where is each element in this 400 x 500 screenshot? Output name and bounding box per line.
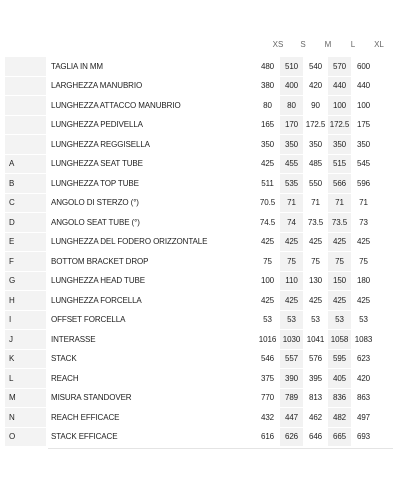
value-cell: 515 [328, 155, 351, 174]
size-header-s: S [300, 40, 306, 49]
value-cell: 557 [280, 350, 303, 369]
table-row [5, 291, 375, 310]
value-cell: 425 [304, 291, 327, 310]
value-cell: 425 [352, 291, 375, 310]
value-cell: 566 [328, 174, 351, 193]
value-cell: 150 [328, 272, 351, 291]
value-cell: 80 [256, 96, 279, 115]
row-letter [5, 116, 46, 135]
value-cell: 53 [280, 311, 303, 330]
value-cell: 570 [328, 57, 351, 76]
value-cell: 1041 [304, 330, 327, 349]
value-cell: 420 [352, 369, 375, 388]
value-cell: 623 [352, 350, 375, 369]
value-cell: 462 [304, 408, 327, 427]
row-letter: H [5, 291, 46, 310]
value-cell: 350 [304, 135, 327, 154]
value-cell: 425 [328, 291, 351, 310]
row-letter: D [5, 213, 46, 232]
value-cell: 425 [352, 233, 375, 252]
value-cell: 425 [328, 233, 351, 252]
table-row [5, 233, 375, 252]
geometry-table-body [5, 57, 375, 446]
table-row [5, 213, 375, 232]
row-label: TAGLIA IN MM [47, 57, 255, 76]
value-cell: 172.5 [304, 116, 327, 135]
row-label: MISURA STANDOVER [47, 389, 255, 408]
value-cell: 480 [256, 57, 279, 76]
row-letter: K [5, 350, 46, 369]
row-label: INTERASSE [47, 330, 255, 349]
geometry-table [4, 56, 376, 447]
row-label: STACK [47, 350, 255, 369]
value-cell: 75 [256, 252, 279, 271]
table-row [5, 77, 375, 96]
size-header-row-cropped [0, 40, 400, 51]
value-cell: 447 [280, 408, 303, 427]
table-row [5, 408, 375, 427]
row-letter: N [5, 408, 46, 427]
size-header-xl: XL [374, 40, 384, 49]
value-cell: 380 [256, 77, 279, 96]
value-cell: 425 [280, 233, 303, 252]
row-letter: L [5, 369, 46, 388]
value-cell: 789 [280, 389, 303, 408]
value-cell: 600 [352, 57, 375, 76]
value-cell: 75 [328, 252, 351, 271]
size-header-l: L [350, 40, 356, 49]
row-letter: C [5, 194, 46, 213]
value-cell: 71 [304, 194, 327, 213]
table-row [5, 57, 375, 76]
row-letter: O [5, 428, 46, 447]
table-row [5, 116, 375, 135]
value-cell: 485 [304, 155, 327, 174]
value-cell: 71 [280, 194, 303, 213]
row-label: LARGHEZZA MANUBRIO [47, 77, 255, 96]
value-cell: 626 [280, 428, 303, 447]
value-cell: 497 [352, 408, 375, 427]
value-cell: 53 [352, 311, 375, 330]
value-cell: 350 [352, 135, 375, 154]
size-header-xs: XS [272, 40, 284, 49]
value-cell: 425 [256, 291, 279, 310]
value-cell: 400 [280, 77, 303, 96]
value-cell: 665 [328, 428, 351, 447]
value-cell: 73.5 [328, 213, 351, 232]
value-cell: 71 [328, 194, 351, 213]
row-label: LUNGHEZZA FORCELLA [47, 291, 255, 310]
row-letter: M [5, 389, 46, 408]
value-cell: 646 [304, 428, 327, 447]
value-cell: 440 [328, 77, 351, 96]
table-row [5, 369, 375, 388]
table-row [5, 428, 375, 447]
value-cell: 405 [328, 369, 351, 388]
table-bottom-divider [48, 448, 393, 449]
value-cell: 425 [304, 233, 327, 252]
row-label: LUNGHEZZA SEAT TUBE [47, 155, 255, 174]
value-cell: 165 [256, 116, 279, 135]
value-cell: 596 [352, 174, 375, 193]
value-cell: 71 [352, 194, 375, 213]
row-letter: E [5, 233, 46, 252]
row-letter: A [5, 155, 46, 174]
value-cell: 420 [304, 77, 327, 96]
value-cell: 53 [328, 311, 351, 330]
row-label: ANGOLO DI STERZO (°) [47, 194, 255, 213]
value-cell: 1030 [280, 330, 303, 349]
value-cell: 75 [280, 252, 303, 271]
row-letter [5, 57, 46, 76]
value-cell: 425 [256, 233, 279, 252]
value-cell: 546 [256, 350, 279, 369]
row-label: LUNGHEZZA DEL FODERO ORIZZONTALE [47, 233, 255, 252]
value-cell: 75 [352, 252, 375, 271]
size-header-m: M [324, 40, 332, 49]
row-label: OFFSET FORCELLA [47, 311, 255, 330]
value-cell: 390 [280, 369, 303, 388]
value-cell: 73 [352, 213, 375, 232]
table-row [5, 272, 375, 291]
value-cell: 53 [304, 311, 327, 330]
row-label: BOTTOM BRACKET DROP [47, 252, 255, 271]
table-row [5, 194, 375, 213]
value-cell: 110 [280, 272, 303, 291]
value-cell: 770 [256, 389, 279, 408]
value-cell: 440 [352, 77, 375, 96]
row-label: ANGOLO SEAT TUBE (°) [47, 213, 255, 232]
value-cell: 53 [256, 311, 279, 330]
value-cell: 80 [280, 96, 303, 115]
row-label: LUNGHEZZA PEDIVELLA [47, 116, 255, 135]
row-label: LUNGHEZZA REGGISELLA [47, 135, 255, 154]
row-label: LUNGHEZZA ATTACCO MANUBRIO [47, 96, 255, 115]
table-row [5, 252, 375, 271]
value-cell: 170 [280, 116, 303, 135]
value-cell: 350 [328, 135, 351, 154]
row-letter [5, 96, 46, 115]
table-row [5, 350, 375, 369]
table-row [5, 311, 375, 330]
value-cell: 1083 [352, 330, 375, 349]
row-letter: I [5, 311, 46, 330]
value-cell: 180 [352, 272, 375, 291]
value-cell: 100 [328, 96, 351, 115]
value-cell: 1058 [328, 330, 351, 349]
row-label: LUNGHEZZA HEAD TUBE [47, 272, 255, 291]
row-label: REACH [47, 369, 255, 388]
value-cell: 375 [256, 369, 279, 388]
row-label: REACH EFFICACE [47, 408, 255, 427]
row-letter: B [5, 174, 46, 193]
value-cell: 482 [328, 408, 351, 427]
row-letter: G [5, 272, 46, 291]
table-row [5, 135, 375, 154]
value-cell: 510 [280, 57, 303, 76]
row-label: STACK EFFICACE [47, 428, 255, 447]
table-row [5, 389, 375, 408]
value-cell: 535 [280, 174, 303, 193]
row-letter: J [5, 330, 46, 349]
row-label: LUNGHEZZA TOP TUBE [47, 174, 255, 193]
value-cell: 172.5 [328, 116, 351, 135]
value-cell: 70.5 [256, 194, 279, 213]
value-cell: 545 [352, 155, 375, 174]
value-cell: 550 [304, 174, 327, 193]
value-cell: 73.5 [304, 213, 327, 232]
value-cell: 395 [304, 369, 327, 388]
value-cell: 100 [352, 96, 375, 115]
value-cell: 693 [352, 428, 375, 447]
value-cell: 1016 [256, 330, 279, 349]
value-cell: 90 [304, 96, 327, 115]
value-cell: 175 [352, 116, 375, 135]
row-letter [5, 135, 46, 154]
value-cell: 350 [256, 135, 279, 154]
value-cell: 813 [304, 389, 327, 408]
value-cell: 576 [304, 350, 327, 369]
value-cell: 616 [256, 428, 279, 447]
row-letter [5, 77, 46, 96]
value-cell: 595 [328, 350, 351, 369]
value-cell: 74 [280, 213, 303, 232]
value-cell: 511 [256, 174, 279, 193]
table-row [5, 96, 375, 115]
table-row [5, 330, 375, 349]
value-cell: 425 [280, 291, 303, 310]
value-cell: 836 [328, 389, 351, 408]
row-letter: F [5, 252, 46, 271]
value-cell: 432 [256, 408, 279, 427]
value-cell: 75 [304, 252, 327, 271]
value-cell: 100 [256, 272, 279, 291]
value-cell: 863 [352, 389, 375, 408]
value-cell: 540 [304, 57, 327, 76]
value-cell: 130 [304, 272, 327, 291]
value-cell: 350 [280, 135, 303, 154]
value-cell: 74.5 [256, 213, 279, 232]
value-cell: 425 [256, 155, 279, 174]
table-row [5, 174, 375, 193]
value-cell: 455 [280, 155, 303, 174]
table-row [5, 155, 375, 174]
